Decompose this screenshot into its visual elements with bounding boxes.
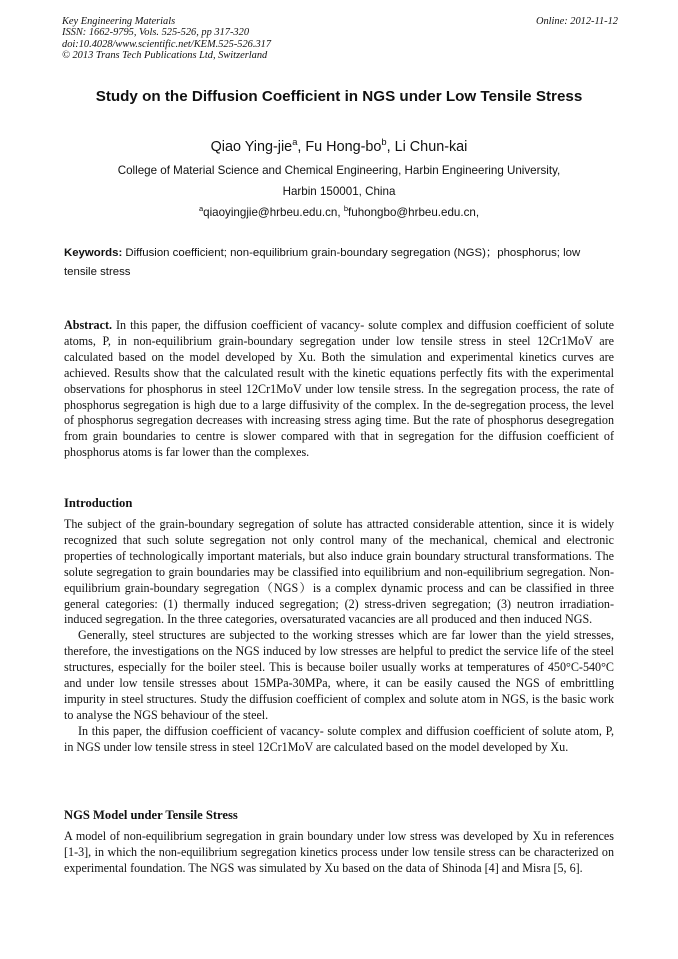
author-name: Qiao Ying-jie (210, 139, 293, 155)
doi-line: doi:10.4028/www.scientific.net/KEM.525-526.317 (62, 38, 272, 50)
keywords (64, 244, 616, 282)
paragraph: Generally, steel structures are subjected to the working stresses which are far lower than the yield stresses, therefore, the investigations on the NGS induced by low stresses are helpful to predict the service life of the steel structures, especially for the boiler steel. This is because boiler usually works at temperatures of 450°C-540°C and under low tensile stresses about 15MPa-30MPa, where, it can be easily caused the NGS of embrittling impurity in steel structures. Study the diffusion coefficient of complex and solute atom in NGS, is the basic work to analyse the NGS behaviour of the steel. (64, 628, 614, 722)
author-affiliation-mark: b (381, 137, 387, 148)
email-mark: b (343, 204, 349, 214)
abstract-text: In this paper, the diffusion coefficient of vacancy- solute complex and diffusion coefficient of solute atoms, P, in non-equilibrium grain-boundary segregation under low tensile stress in steel 12Cr1MoV are calculated based on the model developed by Xu. Both the simulation and experimental kinetics curves are achieved. Results show that the calculated result with the kinetic equations perfectly fits with the experimental observations for phosphorus in steel 12Cr1MoV under low tensile stress. In the segregation process, the rate of phosphorus segregation is high due to a large diffusivity of the complex. In the de-segregation process, the level of phosphorus segregation decreases with increasing stress aging time. But the rate of phosphorus desegregation from grain boundaries to centre is slower compared with that in segregation for the diffusion coefficient of phosphorus atoms is far lower than the complexes. (64, 318, 614, 460)
paragraph: A model of non-equilibrium segregation in grain boundary under low stress was developed by Xu in references [1-3], in which the non-equilibrium segregation kinetics process under low tensile stress can be characterized on experimental foundation. The NGS was simulated by Xu based on the data of Shinoda [4] and Misra [5, 6]. (64, 829, 614, 875)
email-mark: a (198, 204, 204, 214)
abstract-label: Abstract. (64, 318, 113, 332)
affiliation-line-2: Harbin 150001, China (282, 185, 396, 198)
author-name: Fu Hong-bo (305, 139, 382, 155)
keywords-label: Keywords: (64, 247, 123, 259)
paper-title: Study on the Diffusion Coefficient in NGS under Low Tensile Stress (95, 88, 583, 105)
author-emails (0, 206, 678, 219)
section-heading-ngs-model: NGS Model under Tensile Stress (64, 808, 238, 822)
author-separator: , (386, 139, 395, 155)
paragraph: The subject of the grain-boundary segregation of solute has attracted considerable attention, since it is widely recognized that such solute segregation not only control many of the mechanical, chemical and electronic properties of technologically important materials, but also induce grain boundary structural transformations. The solute segregation to grain boundaries may be classified into equilibrium and non-equilibrium segregation. Non-equilibrium grain-boundary segregation（NGS）is a complex dynamic process and can be classified in three general categories: (1) thermally induced segregation; (2) stress-driven segregation; (3) neutron irradiation-induced segregation. In the three categories, oversaturated vacancies are all produced and then induced NGS. (64, 517, 614, 627)
email-address[interactable]: fuhongbo@hrbeu.edu.cn, (348, 206, 480, 219)
author-list (0, 139, 678, 155)
journal-name: Key Engineering Materials (62, 16, 176, 27)
journal-header (62, 16, 618, 62)
author-name: Li Chun-kai (394, 139, 468, 155)
author-affiliation-mark: a (292, 137, 298, 148)
introduction-body (64, 517, 614, 756)
email-address[interactable]: qiaoyingjie@hrbeu.edu.cn, (203, 206, 344, 219)
author-separator: , (297, 139, 306, 155)
online-date: Online: 2012-11-12 (535, 16, 618, 27)
abstract (64, 318, 614, 461)
keywords-text: Diffusion coefficient; non-equilibrium grain-boundary segregation (NGS)；phosphorus; low tensile stress (64, 247, 581, 278)
paragraph: In this paper, the diffusion coefficient of vacancy- solute complex and diffusion coefficient of solute atom, P, in NGS under low tensile stress in steel 12Cr1MoV are calculated based on the model developed by Xu. (64, 723, 614, 754)
issn-line: ISSN: 1662-9795, Vols. 525-526, pp 317-320 (62, 27, 250, 39)
affiliation-line-1: College of Material Science and Chemical Engineering, Harbin Engineering University, (117, 164, 561, 177)
section-heading-introduction: Introduction (64, 496, 133, 510)
copyright-line: © 2013 Trans Tech Publications Ltd, Switzerland (62, 50, 268, 62)
ngs-model-body (64, 829, 614, 877)
